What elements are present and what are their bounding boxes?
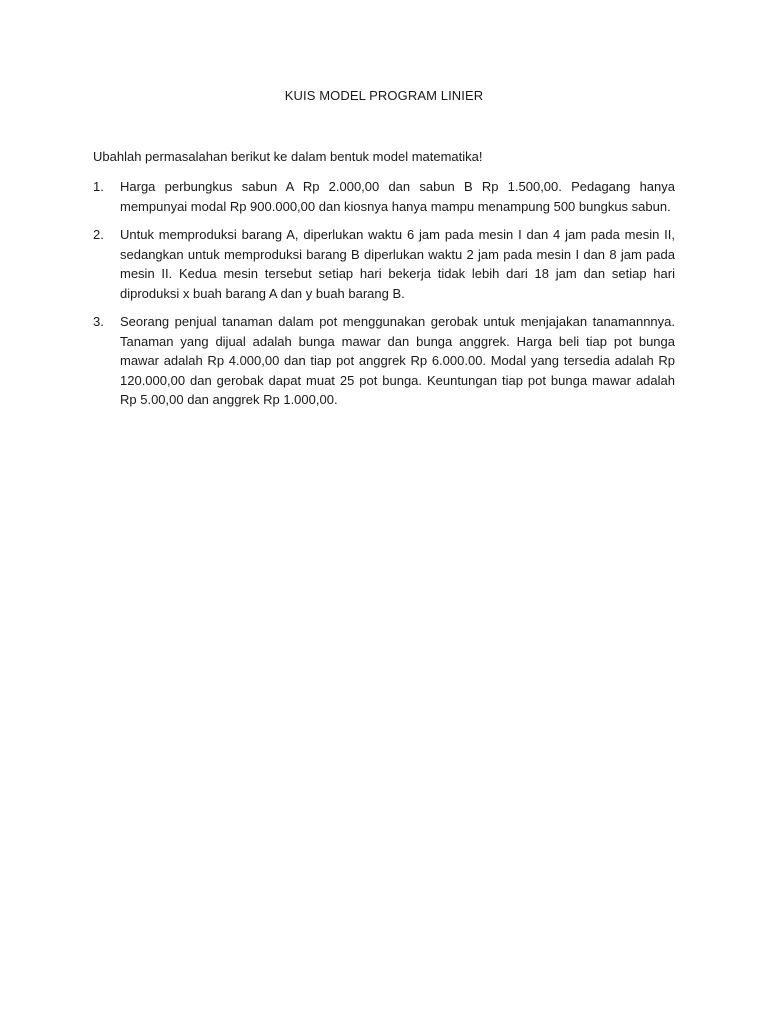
question-item: [93, 312, 675, 410]
question-number: 2.: [93, 227, 104, 242]
question-text: Harga perbungkus sabun A Rp 2.000,00 dan sabun B Rp 1.500,00. Pedagang hanya mempunyai modal Rp 900.000,00 dan kiosnya hanya mampu menampung 500 bungkus sabun.: [120, 179, 675, 214]
question-number: 3.: [93, 314, 104, 329]
question-text: Seorang penjual tanaman dalam pot menggunakan gerobak untuk menjajakan tanamannnya. Tanaman yang dijual adalah bunga mawar dan bunga anggrek. Harga beli tiap pot bunga mawar adalah Rp 4.000,00 dan tiap pot anggrek Rp 6.000.00. Modal yang tersedia adalah Rp 120.000,00 dan gerobak dapat muat 25 pot bunga. Keuntungan tiap pot bunga mawar adalah Rp 5.00,00 dan anggrek Rp 1.000,00.: [120, 314, 675, 407]
instruction-text: Ubahlah permasalahan berikut ke dalam bentuk model matematika!: [93, 149, 483, 164]
question-text: Untuk memproduksi barang A, diperlukan waktu 6 jam pada mesin I dan 4 jam pada mesin II, sedangkan untuk memproduksi barang B diperlukan waktu 2 jam pada mesin I dan 8 jam pada mesin II. Kedua mesin tersebut setiap hari bekerja tidak lebih dari 18 jam dan setiap hari diproduksi x buah barang A dan y buah barang B.: [120, 227, 675, 301]
question-item: [93, 225, 675, 303]
document-title: KUIS MODEL PROGRAM LINIER: [284, 88, 484, 103]
question-number: 1.: [93, 179, 104, 194]
question-item: [93, 177, 675, 216]
question-list: [93, 177, 675, 419]
